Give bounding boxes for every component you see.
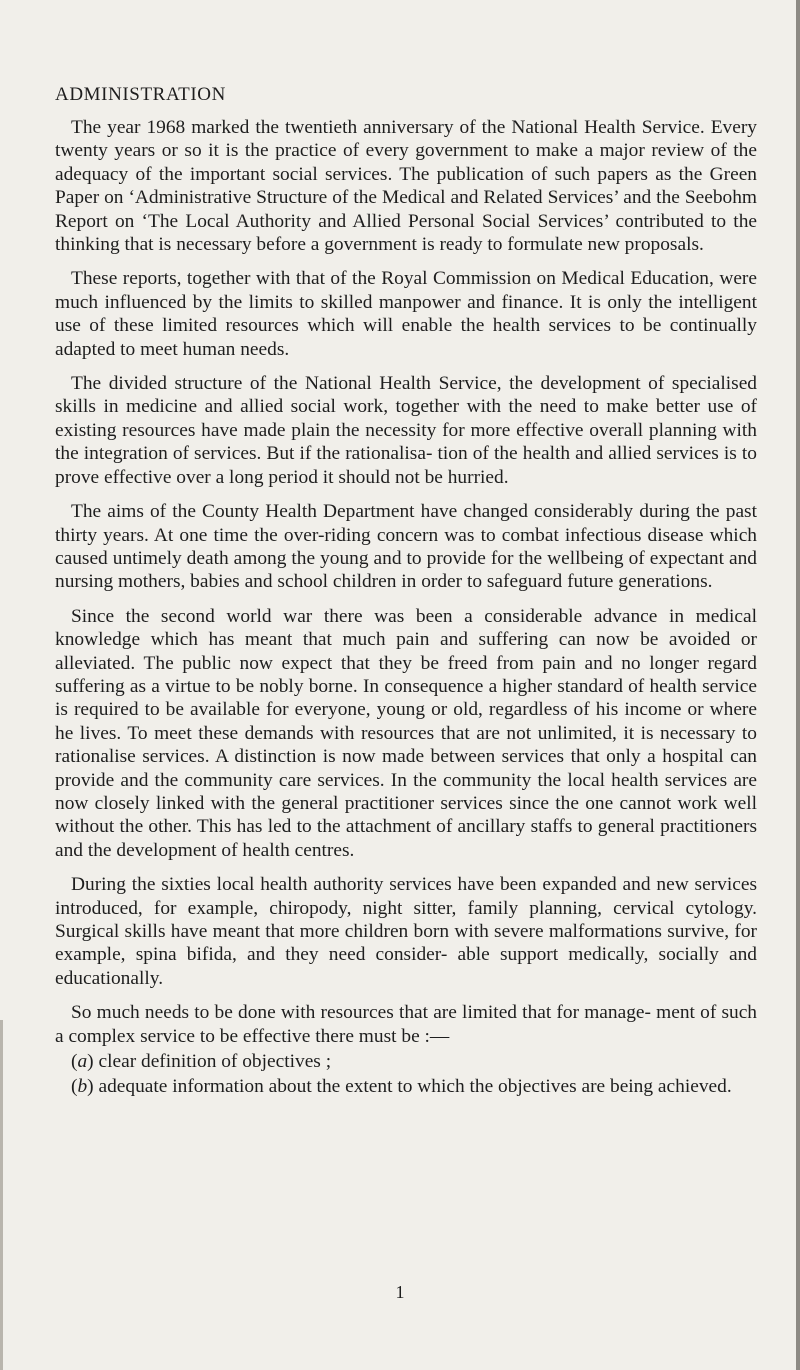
paragraph-7: So much needs to be done with resources that are limited that for manage- ment of such a complex service to be effective there must be :—	[55, 1002, 757, 1047]
paragraph-6: During the sixties local health authority services have been expanded and new services introduced, for example, chiropody, night sitter, family planning, cervical cytology. Surgical skills have meant that more children born with severe malformations survive, for example, spina bifida, and they need consider- able support medically, socially and educationally.	[55, 874, 757, 989]
list-text-b: adequate information about the extent to which the objectives are being achieved.	[98, 1076, 732, 1098]
list-item-a: (a) clear definition of objectives ;	[71, 1051, 332, 1073]
list-text-a: clear definition of objectives ;	[98, 1051, 332, 1073]
paragraph-5: Since the second world war there was been a considerable advance in medical knowledge which has meant that much pain and suffering can now be avoided or alleviated. The public now expect that they be freed from pain and no longer regard suffering as a virtue to be nobly borne. In consequence a higher standard of health service is required to be available for everyone, young or old, regardless of his income or where he lives. To meet these demands with resources that are not unlimited, it is necessary to rationalise services. A distinction is now made between services that only a hospital can provide and the community care services. In the community the local health services are now closely linked with the general practitioner services since the one cannot work well without the other. This has led to the attachment of ancillary staffs to general practitioners and the development of health centres.	[55, 605, 757, 861]
document-page	[55, 84, 757, 1101]
page-right-edge	[796, 0, 800, 1370]
paragraph-4: The aims of the County Health Department have changed considerably during the past thirty years. At one time the over-riding concern was to combat infectious disease which caused untimely death among the young and to provide for the wellbeing of expectant and nursing mothers, babies and school children in order to safeguard future generations.	[55, 501, 757, 593]
scan-left-edge-mark	[0, 1020, 3, 1370]
section-heading: ADMINISTRATION	[55, 84, 226, 105]
list-item-b: (b) adequate information about the extent to which the objectives are being achieved.	[71, 1076, 732, 1098]
paragraph-1: The year 1968 marked the twentieth anniversary of the National Health Service. Every twenty years or so it is the practice of every government to make a major review of the adequacy of the important social services. The publication of such papers as the Green Paper on ‘Administrative Structure of the Medical and Related Services’ and the Seebohm Report on ‘The Local Authority and Allied Personal Social Services’ contributed to the thinking that is necessary before a government is ready to formulate new proposals.	[55, 117, 757, 256]
list-marker-a: a	[77, 1051, 88, 1073]
paragraph-2: These reports, together with that of the Royal Commission on Medical Education, were much influenced by the limits to skilled manpower and finance. It is only the intelligent use of these limited resources which will enable the health services to be continually adapted to meet human needs.	[55, 268, 757, 360]
paragraph-3: The divided structure of the National Health Service, the development of specialised skills in medicine and allied social work, together with the need to make better use of existing resources have made plain the necessity for more effective overall planning with the integration of services. But if the rationalisa- tion of the health and allied services is to prove effective over a long period it should not be hurried.	[55, 373, 757, 488]
page-number: 1	[395, 1282, 405, 1302]
list-marker-b: b	[77, 1076, 88, 1098]
